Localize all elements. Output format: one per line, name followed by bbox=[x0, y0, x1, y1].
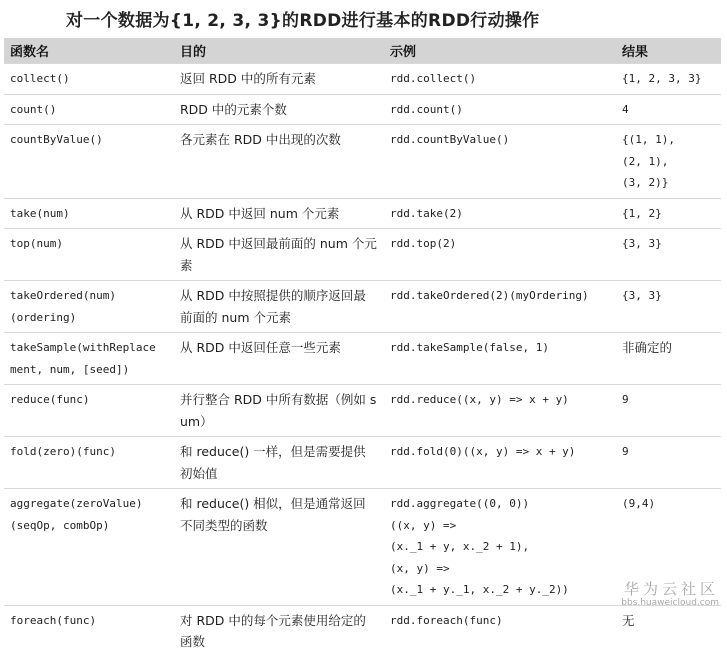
cell-result: (9,4) bbox=[622, 497, 656, 510]
table-row bbox=[4, 198, 721, 229]
cell-example: rdd.aggregate((0, 0)) ((x, y) => (x._1 + y, x._2 + 1), (x, y) => (x._1 + y._1, x._2 + y._2)) bbox=[390, 497, 569, 596]
table-row bbox=[4, 437, 721, 489]
cell-result: 9 bbox=[622, 393, 629, 406]
cell-purpose: 从 RDD 中返回 num 个元素 bbox=[180, 205, 340, 221]
watermark-text: 华为云社区 bbox=[623, 580, 719, 598]
cell-example: rdd.take(2) bbox=[390, 206, 463, 220]
table-row bbox=[4, 333, 721, 385]
cell-func: reduce(func) bbox=[10, 393, 90, 406]
cell-example: rdd.top(2) bbox=[390, 237, 457, 250]
cell-example: rdd.fold(0)((x, y) => x + y) bbox=[390, 445, 576, 458]
cell-result: 非确定的 bbox=[622, 340, 673, 355]
cell-result: {1, 2, 3, 3} bbox=[622, 72, 702, 85]
rdd-actions-table bbox=[4, 38, 721, 657]
header-result: 结果 bbox=[622, 45, 649, 60]
cell-purpose: 和 reduce() 相似，但是通常返回不同类型的函数 bbox=[180, 496, 366, 533]
header-example: 示例 bbox=[390, 45, 417, 60]
table-row bbox=[4, 64, 721, 95]
table-header-row bbox=[4, 38, 721, 64]
cell-result: {3, 3} bbox=[622, 289, 662, 302]
table-row bbox=[4, 489, 721, 606]
table-row bbox=[4, 385, 721, 437]
cell-result: 4 bbox=[622, 102, 629, 116]
cell-func: count() bbox=[10, 102, 57, 116]
page-title: 对一个数据为{1, 2, 3, 3}的RDD进行基本的RDD行动操作 bbox=[66, 11, 540, 31]
cell-purpose: 和 reduce() 一样，但是需要提供初始值 bbox=[180, 444, 366, 481]
cell-purpose: RDD 中的元素个数 bbox=[180, 101, 287, 117]
cell-purpose: 返回 RDD 中的所有元素 bbox=[180, 71, 316, 86]
watermark-url: bbs.huaweicloud.com bbox=[621, 598, 719, 608]
header-purpose: 目的 bbox=[180, 45, 207, 60]
cell-example: rdd.countByValue() bbox=[390, 133, 510, 146]
cell-example: rdd.takeOrdered(2)(myOrdering) bbox=[390, 289, 589, 302]
cell-func: takeOrdered(num) (ordering) bbox=[10, 289, 116, 324]
cell-func: fold(zero)(func) bbox=[10, 445, 116, 458]
cell-func: top(num) bbox=[10, 237, 63, 250]
cell-result: {1, 2} bbox=[622, 206, 662, 220]
cell-purpose: 对 RDD 中的每个元素使用给定的函数 bbox=[180, 612, 366, 649]
cell-func: takeSample(withReplace ment, num, [seed]) bbox=[10, 341, 156, 376]
header-func: 函数名 bbox=[10, 45, 50, 60]
cell-result: {3, 3} bbox=[622, 237, 662, 250]
cell-example: rdd.takeSample(false, 1) bbox=[390, 341, 549, 354]
cell-purpose: 并行整合 RDD 中所有数据（例如 sum） bbox=[180, 392, 377, 429]
cell-purpose: 从 RDD 中按照提供的顺序返回最前面的 num 个元素 bbox=[180, 288, 366, 325]
watermark bbox=[621, 582, 719, 608]
cell-example: rdd.reduce((x, y) => x + y) bbox=[390, 393, 569, 406]
cell-func: foreach(func) bbox=[10, 613, 97, 627]
cell-result: 9 bbox=[622, 445, 629, 458]
cell-func: aggregate(zeroValue) (seqOp, combOp) bbox=[10, 497, 143, 532]
cell-func: countByValue() bbox=[10, 133, 103, 146]
cell-purpose: 各元素在 RDD 中出现的次数 bbox=[180, 132, 341, 147]
cell-func: collect() bbox=[10, 72, 70, 85]
cell-example: rdd.collect() bbox=[390, 72, 477, 85]
cell-purpose: 从 RDD 中返回最前面的 num 个元素 bbox=[180, 236, 377, 273]
cell-example: rdd.foreach(func) bbox=[390, 613, 503, 627]
cell-purpose: 从 RDD 中返回任意一些元素 bbox=[180, 340, 341, 355]
cell-result: {(1, 1), (2, 1), (3, 2)} bbox=[622, 133, 675, 189]
table-row bbox=[4, 229, 721, 281]
table-row bbox=[4, 94, 721, 125]
table-row bbox=[4, 605, 721, 657]
cell-func: take(num) bbox=[10, 206, 70, 220]
cell-result: 无 bbox=[622, 612, 635, 628]
table-row bbox=[4, 281, 721, 333]
cell-example: rdd.count() bbox=[390, 102, 463, 116]
table-row bbox=[4, 125, 721, 199]
